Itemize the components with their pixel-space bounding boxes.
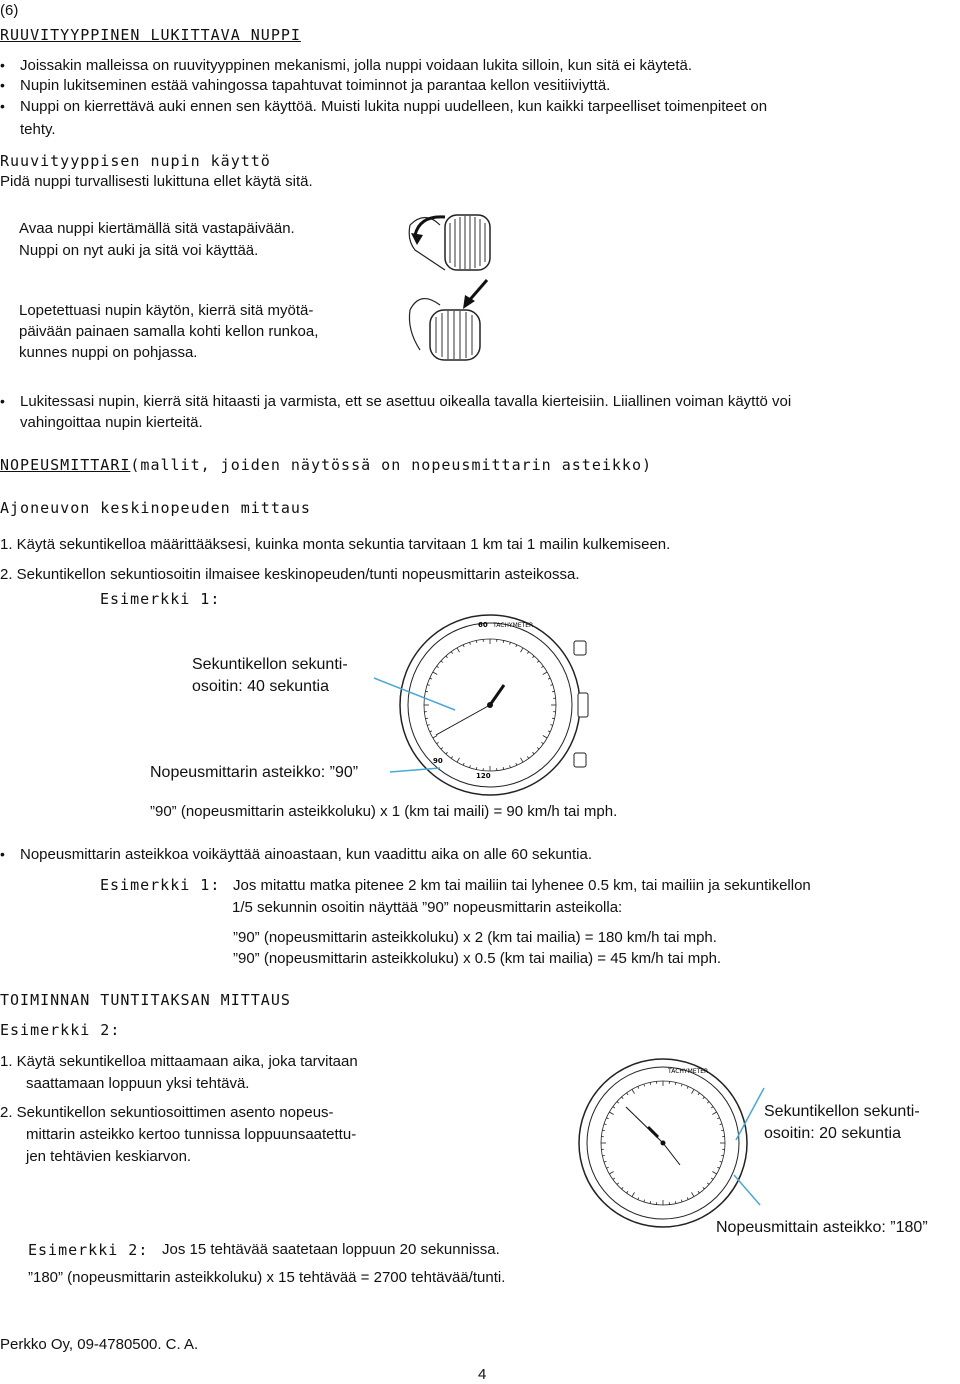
text-line: 1. Käytä sekuntikelloa mittaamaan aika, joka tarvitaan xyxy=(0,1053,358,1070)
section-title-tachymeter-note: (mallit, joiden näytössä on nopeusmittarin asteikko) xyxy=(130,456,653,474)
crown-screw-in-illustration xyxy=(405,275,505,365)
step-line: päivään painaen samalla kohti kellon runkoa, xyxy=(19,323,319,340)
dial-brand-text: TACHYMETER xyxy=(668,1068,709,1075)
example-label-4: Esimerkki 2: xyxy=(28,1241,149,1259)
footer-company: Perkko Oy, 09-4780500. C. A. xyxy=(0,1336,199,1353)
subheading-average-speed: Ajoneuvon keskinopeuden mittaus xyxy=(0,499,311,517)
section-title-screw-crown: RUUVITYYPPINEN LUKITTAVA NUPPI xyxy=(0,26,301,44)
step-line: Nuppi on nyt auki ja sitä voi käyttää. xyxy=(19,242,259,259)
dial-tick xyxy=(721,1155,723,1156)
example-2-calculations xyxy=(233,927,721,969)
note-line: Lukitessasi nupin, kierrä sitä hitaasti ja varmista, ett se asettuu oikealla tavalla kierteisiin. Liiallinen voiman käyttö voi xyxy=(20,393,792,410)
list-item-text: tehty. xyxy=(20,121,56,138)
text-line: saattamaan loppuun yksi tehtävä. xyxy=(26,1075,250,1092)
example-task-text: Jos 15 tehtävää saatetaan loppuun 20 sekunnissa. xyxy=(162,1241,500,1258)
callout-second-hand xyxy=(192,654,348,698)
work-rate-step-2 xyxy=(0,1102,356,1168)
callout-line: Sekuntikellon sekunti- xyxy=(192,656,348,673)
bullet-60-seconds xyxy=(0,846,592,863)
dial-tick xyxy=(675,1201,676,1203)
list-item xyxy=(0,77,960,98)
callout-second-hand-2 xyxy=(764,1101,920,1145)
example-label: Esimerkki 1: xyxy=(100,590,221,608)
step-line: kunnes nuppi on pohjassa. xyxy=(19,344,198,361)
bullet-icon: • xyxy=(0,57,5,73)
example-label-2: Esimerkki 1: xyxy=(100,876,221,894)
callout-tachymeter-scale: Nopeusmittarin asteikko: ”90” xyxy=(150,764,359,781)
dial-tick xyxy=(602,1155,604,1156)
list-item xyxy=(0,57,960,77)
page-number: 4 xyxy=(478,1366,487,1383)
text-line: 2. Sekuntikellon sekuntiosoittimen asento nopeus- xyxy=(0,1104,334,1121)
example-2-text xyxy=(233,875,811,919)
callout-lines xyxy=(370,660,480,800)
dial-number-120: 120 xyxy=(476,772,491,780)
step-unscrew xyxy=(19,218,295,262)
list-item xyxy=(0,98,960,121)
page-marker: (6) xyxy=(0,2,19,19)
bullet-icon: • xyxy=(0,77,5,93)
dial-top-number: 60 xyxy=(478,621,488,629)
bullet-icon: • xyxy=(0,846,5,862)
calc-line: ”90” (nopeusmittarin asteikkoluku) x 0.5 (km tai mailia) = 45 km/h tai mph. xyxy=(233,950,722,967)
list-item-text: Nuppi on kierrettävä auki ennen sen käyttöä. Muisti lukita nuppi uudelleen, kun kaikki tarpeelliset toimenpiteet on xyxy=(20,98,768,115)
dial-tick xyxy=(675,1082,676,1084)
dial-tick xyxy=(476,640,477,642)
intro-text: Pidä nuppi turvallisesti lukittuna ellet käytä sitä. xyxy=(0,173,313,190)
step-line: Lopetettuasi nupin käytön, kierrä sitä myötä- xyxy=(19,302,314,319)
list-item-text: Nupin lukitseminen estää vahingossa tapahtuvat toiminnot ja parantaa kellon vesitiiviyttä. xyxy=(20,77,611,94)
dial-tick xyxy=(650,1082,651,1084)
callout-line: Sekuntikellon sekunti- xyxy=(764,1103,920,1120)
bullet-locking-note xyxy=(0,391,791,433)
section-title-tachymeter xyxy=(0,456,652,474)
example-task-calculation: ”180” (nopeusmittarin asteikkoluku) x 15 tehtävää = 2700 tehtävää/tunti. xyxy=(28,1269,506,1286)
list-item-continuation xyxy=(0,121,960,141)
section-title-tachymeter-main: NOPEUSMITTARI xyxy=(0,456,131,474)
dial-tick xyxy=(552,718,554,719)
step-screw-in xyxy=(19,300,318,363)
callout-lines-2 xyxy=(730,1080,770,1210)
formula-example-1: ”90” (nopeusmittarin asteikkoluku) x 1 (km tai maili) = 90 km/h tai mph. xyxy=(150,803,618,820)
dial-brand-text: TACHYMETER xyxy=(493,622,534,629)
text-line: Jos mitattu matka pitenee 2 km tai mailiin tai lyhenee 0.5 km, tai mailiin ja sekuntikellon xyxy=(233,877,811,894)
text-line: jen tehtävien keskiarvon. xyxy=(26,1148,192,1165)
list-item: 2. Sekuntikellon sekuntiosoitin ilmaisee keskinopeuden/tunti nopeusmittarin asteikossa. xyxy=(0,566,580,583)
bullet-list-screw-crown xyxy=(0,57,960,141)
dial-tick xyxy=(503,640,504,642)
bullet-icon: • xyxy=(0,393,5,409)
section-title-work-rate: TOIMINNAN TUNTITAKSAN MITTAUS xyxy=(0,991,291,1009)
step-line: Avaa nuppi kiertämällä sitä vastapäivään. xyxy=(19,220,295,237)
work-rate-step-1 xyxy=(0,1051,358,1095)
calc-line: ”90” (nopeusmittarin asteikkoluku) x 2 (km tai mailia) = 180 km/h tai mph. xyxy=(233,929,717,946)
dial-tick xyxy=(552,691,554,692)
tachymeter-steps xyxy=(0,530,670,590)
callout-tachymeter-scale-2: Nopeusmittain asteikko: ”180” xyxy=(716,1219,928,1236)
dial-tick xyxy=(503,767,504,769)
subheading-screw-crown-use: Ruuvityyppisen nupin käyttö xyxy=(0,152,271,170)
callout-line: osoitin: 20 sekuntia xyxy=(764,1125,901,1142)
list-item: 1. Käytä sekuntikelloa määrittääksesi, kuinka monta sekuntia tarvitaan 1 km tai 1 mailin kulkemiseen. xyxy=(0,536,671,553)
bullet-icon: • xyxy=(0,98,5,114)
dial-tick xyxy=(650,1201,651,1203)
dial-tick xyxy=(721,1130,723,1131)
bullet-text: Nopeusmittarin asteikkoa voikäyttää ainoastaan, kun vaadittu aika on alle 60 sekuntia. xyxy=(20,846,593,863)
note-line: vahingoittaa nupin kierteitä. xyxy=(20,414,203,431)
text-line: 1/5 sekunnin osoitin näyttää ”90” nopeusmittarin asteikolla: xyxy=(232,899,623,916)
dial-tick xyxy=(602,1130,604,1131)
list-item-text: Joissakin malleissa on ruuvityyppinen mekanismi, jolla nuppi voidaan lukita silloin, kun sitä ei käytetä. xyxy=(20,57,693,74)
text-line: mittarin asteikko kertoo tunnissa loppuunsaatettu- xyxy=(26,1126,357,1143)
crown-unscrew-illustration xyxy=(405,205,505,280)
dial-number-90: 90 xyxy=(433,757,443,765)
example-label-3: Esimerkki 2: xyxy=(0,1021,121,1039)
callout-line: osoitin: 40 sekuntia xyxy=(192,678,329,695)
